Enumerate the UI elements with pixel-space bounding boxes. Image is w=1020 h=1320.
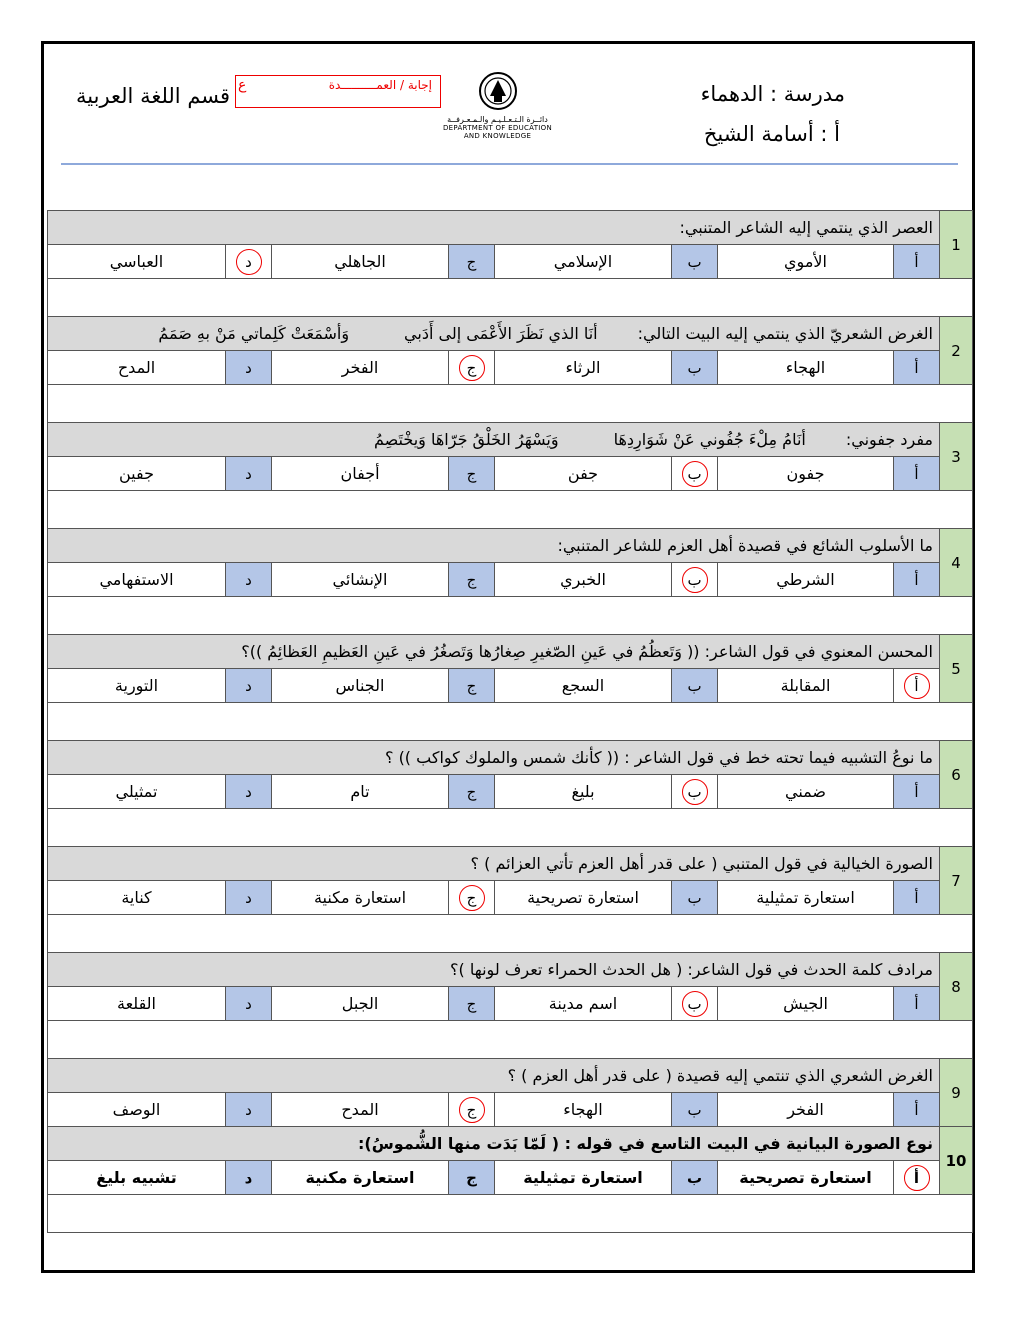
- option-letter-text: ب: [687, 676, 702, 695]
- answer-circle: د: [236, 249, 262, 275]
- option-text[interactable]: الإسلامي: [495, 245, 672, 279]
- question-number: 3: [940, 423, 973, 491]
- option-letter[interactable]: [226, 351, 272, 385]
- question-row: [48, 211, 973, 245]
- option-letter-text: أ: [914, 888, 919, 907]
- question-number: 6: [940, 741, 973, 809]
- question-row: [48, 317, 973, 351]
- option-letter[interactable]: [894, 245, 940, 279]
- option-letter[interactable]: [449, 457, 495, 491]
- option-text[interactable]: استعارة تمثيلية: [495, 1161, 672, 1195]
- question-cell: [48, 1127, 940, 1161]
- option-letter-text: ج: [466, 994, 477, 1013]
- option-letter-text: أ: [914, 464, 919, 483]
- question-cell: [48, 211, 940, 245]
- option-letter-text: ج: [466, 782, 477, 801]
- option-text[interactable]: استعارة مكنية: [272, 1161, 449, 1195]
- question-text: العصر الذي ينتمي إليه الشاعر المتنبي:: [679, 218, 933, 237]
- option-text[interactable]: المدح: [48, 351, 226, 385]
- question-text: ما الأسلوب الشائع في قصيدة أهل العزم للشاعر المتنبي:: [557, 536, 933, 555]
- option-letter[interactable]: [672, 1161, 718, 1195]
- option-letter[interactable]: [894, 351, 940, 385]
- option-letter-text: أ: [914, 994, 919, 1013]
- option-letter[interactable]: [894, 457, 940, 491]
- option-text[interactable]: استعارة تصريحية: [495, 881, 672, 915]
- option-letter-text: أ: [914, 782, 919, 801]
- option-text[interactable]: الفخر: [272, 351, 449, 385]
- options-row: [48, 351, 973, 385]
- spacer-row: [48, 1021, 973, 1059]
- spacer-row: [48, 491, 973, 529]
- option-letter[interactable]: [226, 563, 272, 597]
- option-letter[interactable]: [672, 775, 718, 809]
- options-row: [48, 1161, 973, 1195]
- option-letter[interactable]: [672, 1093, 718, 1127]
- option-letter[interactable]: [226, 775, 272, 809]
- option-text[interactable]: تشبيه بليغ: [48, 1161, 226, 1195]
- spacer-row: [48, 597, 973, 635]
- question-text: المحسن المعنوي في قول الشاعر: (( وَتَعظُمُ في عَينِ الصّغيرِ صِغارُها وَتَصغُرُ في عَينِ العَظيمِ العَظائِمُ ))؟: [241, 642, 933, 661]
- options-row: [48, 245, 973, 279]
- option-text[interactable]: الرثاء: [495, 351, 672, 385]
- department-logo: [425, 70, 570, 150]
- option-letter[interactable]: [672, 563, 718, 597]
- option-text[interactable]: المدح: [272, 1093, 449, 1127]
- question-cell: [48, 1059, 940, 1093]
- question-number: 9: [940, 1059, 973, 1127]
- option-letter[interactable]: [894, 669, 940, 703]
- option-letter[interactable]: [894, 987, 940, 1021]
- option-letter[interactable]: [449, 1161, 495, 1195]
- option-letter-text: ب: [687, 1100, 702, 1119]
- question-cell: [48, 423, 940, 457]
- option-text[interactable]: الإنشائي: [272, 563, 449, 597]
- answer-circle: ب: [682, 991, 708, 1017]
- question-number: 4: [940, 529, 973, 597]
- option-letter-text: أ: [914, 358, 919, 377]
- question-text: الغرض الشعري الذي تنتمي إليه قصيدة ( على قدر أهل العزم ) ؟: [507, 1066, 933, 1085]
- option-letter[interactable]: [449, 1093, 495, 1127]
- option-letter-text: أ: [914, 1100, 919, 1119]
- option-letter[interactable]: [672, 457, 718, 491]
- option-text[interactable]: السجع: [495, 669, 672, 703]
- option-text[interactable]: اسم مدينة: [495, 987, 672, 1021]
- option-letter-text: د: [245, 1100, 252, 1119]
- option-letter[interactable]: [449, 245, 495, 279]
- question-number: 8: [940, 953, 973, 1021]
- option-text[interactable]: الخبري: [495, 563, 672, 597]
- option-letter-text: ج: [466, 570, 477, 589]
- options-row: [48, 775, 973, 809]
- option-text[interactable]: جفن: [495, 457, 672, 491]
- question-number: 1: [940, 211, 973, 279]
- option-letter-text: ب: [687, 358, 702, 377]
- question-row: [48, 1127, 973, 1161]
- option-text[interactable]: المقابلة: [718, 669, 894, 703]
- option-text[interactable]: القلعة: [48, 987, 226, 1021]
- answer-circle: أ: [904, 1165, 930, 1191]
- spacer-row: [48, 385, 973, 423]
- option-letter[interactable]: [894, 1093, 940, 1127]
- option-letter[interactable]: [894, 881, 940, 915]
- spacer-row: [48, 703, 973, 741]
- question-row: [48, 423, 973, 457]
- answer-key-box: [235, 75, 441, 108]
- teacher-name: أ : أسامة الشيخ: [703, 122, 840, 146]
- option-letter[interactable]: [449, 563, 495, 597]
- question-text: مرادف كلمة الحدث في قول الشاعر: ( هل الحدث الحمراء تعرف لونها )؟: [450, 960, 933, 979]
- option-text[interactable]: ضمني: [718, 775, 894, 809]
- option-text[interactable]: تمثيلي: [48, 775, 226, 809]
- option-letter-text: د: [245, 358, 252, 377]
- options-row: [48, 881, 973, 915]
- verse-second-half: وَأسْمَعَتْ كَلِماتي مَنْ بهِ صَمَمُ: [158, 324, 350, 343]
- question-row: [48, 741, 973, 775]
- option-letter-text: ج: [466, 676, 477, 695]
- logo-english-line2: AND KNOWLEDGE: [463, 132, 532, 140]
- option-letter[interactable]: [672, 987, 718, 1021]
- option-text[interactable]: الشرطي: [718, 563, 894, 597]
- option-text[interactable]: الاستفهامي: [48, 563, 226, 597]
- option-text[interactable]: الجاهلي: [272, 245, 449, 279]
- answer-circle: ج: [459, 355, 485, 381]
- header-divider: [61, 163, 958, 165]
- option-letter-text: ج: [466, 464, 477, 483]
- option-letter[interactable]: [226, 987, 272, 1021]
- question-number: 2: [940, 317, 973, 385]
- options-row: [48, 987, 973, 1021]
- answer-circle: أ: [904, 673, 930, 699]
- option-text[interactable]: استعارة تمثيلية: [718, 881, 894, 915]
- option-letter[interactable]: [226, 1093, 272, 1127]
- option-letter-text: ج: [466, 252, 477, 271]
- option-letter[interactable]: [672, 351, 718, 385]
- option-letter-text: أ: [914, 252, 919, 271]
- option-text[interactable]: الوصف: [48, 1093, 226, 1127]
- answer-circle: ج: [459, 885, 485, 911]
- option-text[interactable]: تام: [272, 775, 449, 809]
- question-text: نوع الصورة البيانية في البيت التاسع في قوله : ( لَمّا بَدَت منها الشُّموسُ):: [358, 1134, 933, 1153]
- option-text[interactable]: الأموي: [718, 245, 894, 279]
- option-text[interactable]: جفون: [718, 457, 894, 491]
- spacer-row: [48, 915, 973, 953]
- department-title: قسم اللغة العربية: [76, 84, 231, 108]
- question-cell: [48, 741, 940, 775]
- option-text[interactable]: بليغ: [495, 775, 672, 809]
- option-text[interactable]: الفخر: [718, 1093, 894, 1127]
- option-letter[interactable]: [672, 881, 718, 915]
- option-text[interactable]: العباسي: [48, 245, 226, 279]
- option-text[interactable]: الهجاء: [495, 1093, 672, 1127]
- option-letter[interactable]: [226, 881, 272, 915]
- option-letter-text: د: [245, 570, 252, 589]
- verse-second-half: وَيَسْهَرُ الخَلْقُ جَرّاهَا وَيخْتَصِمُ: [374, 430, 559, 449]
- question-cell: [48, 635, 940, 669]
- question-text: مفرد جفوني:: [845, 430, 933, 449]
- option-letter[interactable]: [449, 775, 495, 809]
- option-text[interactable]: كناية: [48, 881, 226, 915]
- question-number: 7: [940, 847, 973, 915]
- option-letter[interactable]: [449, 881, 495, 915]
- question-text: ما نوعُ التشبيه فيما تحته خط في قول الشاعر : (( كأنك شمس والملوك كواكب )) ؟: [384, 748, 933, 767]
- options-row: [48, 669, 973, 703]
- options-row: [48, 563, 973, 597]
- question-row: [48, 953, 973, 987]
- question-text: الصورة الخيالية في قول المتنبي ( على قدر أهل العزم تأتي العزائم ) ؟: [470, 854, 933, 873]
- option-text[interactable]: الهجاء: [718, 351, 894, 385]
- option-letter-text: د: [245, 782, 252, 801]
- option-letter-text: ب: [687, 888, 702, 907]
- option-letter[interactable]: [226, 457, 272, 491]
- option-text[interactable]: الجناس: [272, 669, 449, 703]
- option-letter[interactable]: [894, 775, 940, 809]
- option-letter-text: د: [245, 994, 252, 1013]
- option-letter[interactable]: [226, 669, 272, 703]
- question-row: [48, 635, 973, 669]
- emblem-icon: [478, 70, 518, 112]
- answer-key-letter: ع: [238, 77, 247, 93]
- option-letter[interactable]: [226, 1161, 272, 1195]
- answer-key-label: إجابة / العمــــــــــدة: [328, 78, 432, 92]
- questions-table: [47, 210, 973, 1233]
- answer-circle: ب: [682, 461, 708, 487]
- question-cell: [48, 847, 940, 881]
- options-row: [48, 1093, 973, 1127]
- question-text: الغرض الشعريّ الذي ينتمي إليه البيت التالي:: [637, 324, 933, 343]
- question-cell: [48, 317, 940, 351]
- question-cell: [48, 529, 940, 563]
- option-letter[interactable]: [449, 669, 495, 703]
- option-text[interactable]: جفين: [48, 457, 226, 491]
- question-cell: [48, 953, 940, 987]
- option-letter-text: أ: [914, 570, 919, 589]
- answer-circle: ج: [459, 1097, 485, 1123]
- question-number: 10: [940, 1127, 973, 1195]
- option-text[interactable]: استعارة تصريحية: [718, 1161, 894, 1195]
- option-letter-text: د: [244, 1168, 253, 1187]
- option-text[interactable]: أجفان: [272, 457, 449, 491]
- question-row: [48, 529, 973, 563]
- logo-arabic-text: دائــرة الـتـعـلـيـم والـمـعـرفــة: [447, 115, 548, 124]
- verse-first-half: أنَامُ مِلْءَ جُفُوني عَنْ شَوَارِدِهَا: [613, 430, 806, 449]
- options-row: [48, 457, 973, 491]
- option-letter[interactable]: [672, 245, 718, 279]
- option-text[interactable]: الجبل: [272, 987, 449, 1021]
- school-name: مدرسة : الدهماء: [700, 82, 845, 106]
- option-letter[interactable]: [894, 563, 940, 597]
- option-letter[interactable]: [226, 245, 272, 279]
- option-letter[interactable]: [672, 669, 718, 703]
- option-letter-text: ب: [687, 252, 702, 271]
- option-letter-text: د: [245, 888, 252, 907]
- option-text[interactable]: استعارة مكنية: [272, 881, 449, 915]
- option-text[interactable]: الجيش: [718, 987, 894, 1021]
- option-letter[interactable]: [894, 1161, 940, 1195]
- option-letter-text: د: [245, 464, 252, 483]
- option-letter-text: ب: [686, 1168, 703, 1187]
- option-letter-text: ج: [466, 1168, 477, 1187]
- logo-english-line1: DEPARTMENT OF EDUCATION: [442, 124, 553, 132]
- question-row: [48, 1059, 973, 1093]
- question-number: 5: [940, 635, 973, 703]
- option-letter-text: د: [245, 676, 252, 695]
- option-text[interactable]: التورية: [48, 669, 226, 703]
- answer-circle: ب: [682, 567, 708, 593]
- verse-first-half: أنَا الذي نَظَرَ الأَعْمَى إلى أَدَبي: [404, 324, 598, 343]
- spacer-row: [48, 279, 973, 317]
- question-row: [48, 847, 973, 881]
- option-letter[interactable]: [449, 351, 495, 385]
- spacer-row: [48, 809, 973, 847]
- answer-circle: ب: [682, 779, 708, 805]
- option-letter[interactable]: [449, 987, 495, 1021]
- spacer-row: [48, 1195, 973, 1233]
